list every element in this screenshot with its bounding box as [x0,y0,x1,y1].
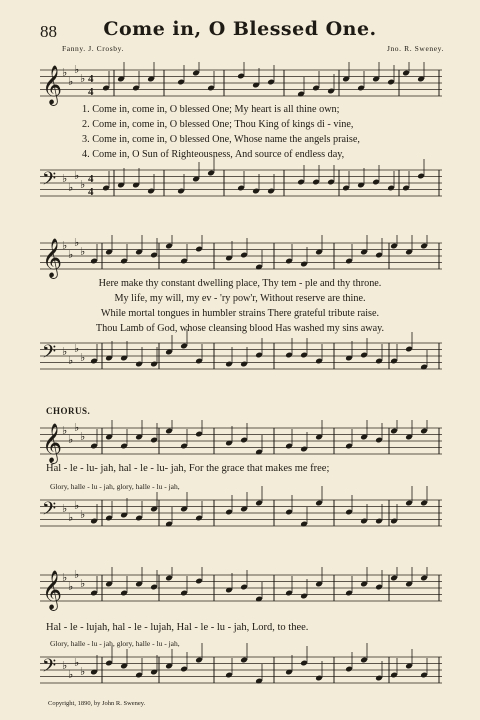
page-number: 88 [40,22,57,41]
svg-text:♭: ♭ [68,433,74,446]
notes [90,420,428,455]
bass-clef-icon: 𝄢 [42,656,57,681]
key-signature-flats [62,421,85,446]
time-signature: 4 [88,173,94,185]
svg-text:♭: ♭ [68,354,74,367]
svg-text:♭: ♭ [74,568,80,581]
music-system-2 [34,235,446,385]
treble-clef-icon: 𝄞 [42,65,63,105]
verse-line-2: My life, my will, my ev - 'ry pow'r, Without reserve are thine. [114,293,366,304]
chorus-lyric-line-1: Hal - le - lu- jah, hal - le - lu- jah, For the grace that makes me free; [46,463,330,474]
bass-clef-icon: 𝄢 [42,499,57,524]
svg-text:♭: ♭ [80,430,86,443]
key-signature-flats [62,236,85,261]
svg-text:♭: ♭ [74,499,80,512]
verse-lines-second-half [34,276,446,336]
bass-staff [40,643,442,684]
hymn-title: Come in, O Blessed One. [103,18,377,40]
verse-line-1: Here make thy constant dwelling place, Thy tem - ple and thy throne. [98,278,382,289]
svg-text:♭: ♭ [80,351,86,364]
treble-clef-icon: 𝄞 [42,570,63,610]
treble-clef-icon: 𝄞 [42,238,63,278]
svg-text:♭: ♭ [80,72,86,85]
treble-staff [40,567,442,611]
key-signature-flats [62,568,85,593]
lyricist-credit: Fanny. J. Crosby. [62,44,124,53]
time-signature: 4 [88,73,94,85]
svg-text:♭: ♭ [62,345,68,358]
svg-text:♭: ♭ [74,236,80,249]
svg-text:♭: ♭ [80,508,86,521]
svg-text:♭: ♭ [74,421,80,434]
key-signature-flats [62,656,85,681]
svg-text:♭: ♭ [80,577,86,590]
bass-staff [40,156,442,198]
svg-text:♭: ♭ [74,169,80,182]
svg-text:♭: ♭ [80,245,86,258]
svg-text:♭: ♭ [62,571,68,584]
chorus-bass-lyric-line-2: Glory, halle - lu - jah, glory, halle - lu - jah, [50,639,180,648]
chorus-lyric-line-2: Hal - le - lujah, hal - le - lujah, Hal - le - lu - jah, Lord, to thee. [46,622,309,633]
treble-staff [40,420,442,464]
verse-lines-first-half [34,102,446,162]
chorus-label: CHORUS. [46,406,91,416]
svg-text:♭: ♭ [68,75,74,88]
treble-staff [40,235,442,279]
svg-text:♭: ♭ [74,656,80,669]
notes [90,235,428,270]
verse-line-2: 2. Come in, come in, O blessed One; Thou King of kings di - vine, [82,119,354,130]
verse-line-4: Thou Lamb of God, whose cleansing blood Has washed my sins away. [95,323,385,334]
music-system-1 [34,62,446,212]
notes [90,567,428,602]
svg-text:♭: ♭ [68,511,74,524]
chorus-bass-lyric-line-1: Glory, halle - lu - jah, glory, halle - lu - jah, [50,482,180,491]
svg-text:♭: ♭ [80,178,86,191]
notes [102,62,425,97]
svg-text:♭: ♭ [68,181,74,194]
svg-text:♭: ♭ [62,659,68,672]
svg-text:♭: ♭ [68,668,74,681]
key-signature-flats [62,499,85,524]
svg-text:♭: ♭ [80,665,86,678]
verse-line-3: While mortal tongues in humbler strains There grateful tribute raise. [100,308,380,319]
verse-line-3: 3. Come in, come in, O blessed One, Whose name the angels praise, [82,134,360,145]
treble-staff [40,62,442,106]
copyright-notice: Copyright, 1890, by John R. Sweney. [48,700,146,707]
composer-credit: Jno. R. Sweney. [386,44,444,53]
svg-text:♭: ♭ [62,239,68,252]
bass-clef-icon: 𝄢 [42,342,57,367]
svg-text:♭: ♭ [74,342,80,355]
svg-text:♭: ♭ [74,63,80,76]
verse-line-4: 4. Come in, O Sun of Righteousness, And source of endless day, [82,149,345,160]
svg-text:♭: ♭ [68,580,74,593]
key-signature-flats [62,63,85,88]
bass-clef-icon: 𝄢 [42,169,57,194]
svg-text:♭: ♭ [62,502,68,515]
svg-text:♭: ♭ [62,66,68,79]
key-signature-flats [62,169,85,194]
svg-text:♭: ♭ [62,172,68,185]
svg-text:4: 4 [88,186,94,198]
key-signature-flats [62,342,85,367]
svg-text:4: 4 [88,86,94,98]
bass-staff [40,486,442,527]
treble-clef-icon: 𝄞 [42,423,63,463]
svg-text:♭: ♭ [62,424,68,437]
svg-text:♭: ♭ [68,248,74,261]
verse-line-1: 1. Come in, come in, O blessed One; My heart is all thine own; [82,104,340,115]
